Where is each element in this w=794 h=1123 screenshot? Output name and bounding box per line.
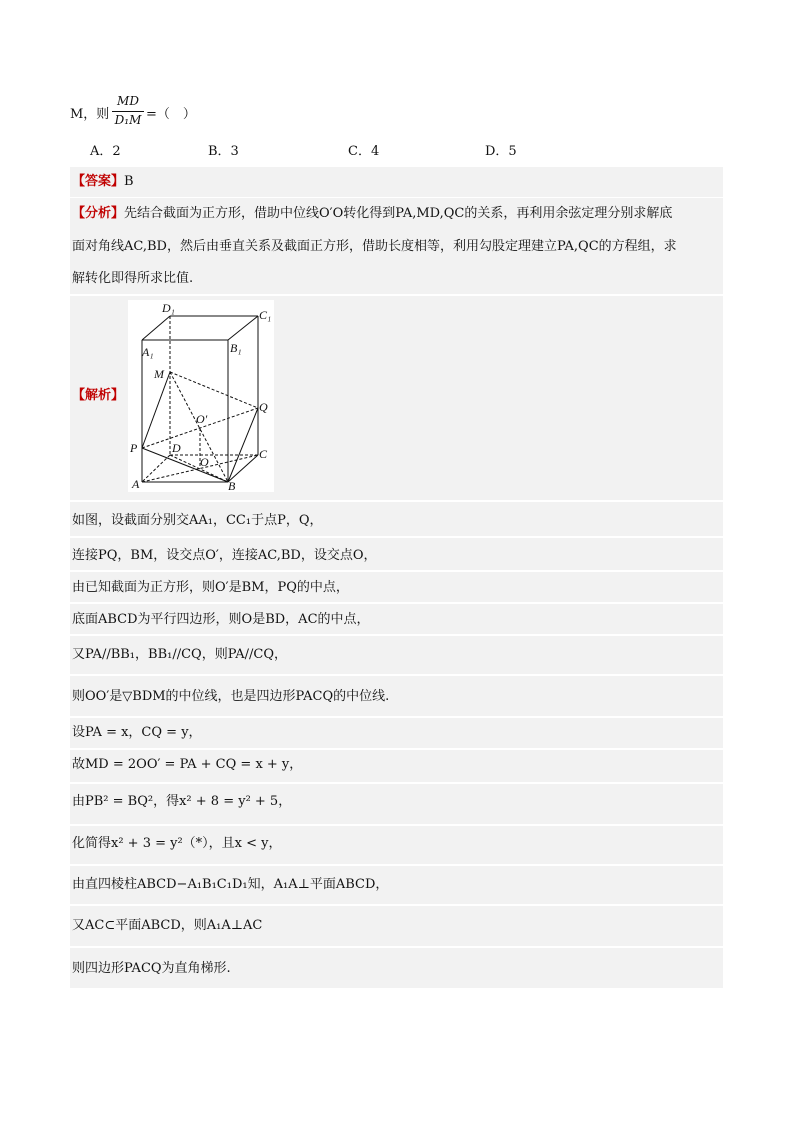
option-a: A．2 bbox=[90, 144, 121, 159]
question-stem-suffix: =（ ） bbox=[146, 107, 196, 122]
label-C1: C₁ bbox=[259, 308, 272, 322]
label-P: P bbox=[130, 441, 138, 455]
fraction-bar bbox=[112, 111, 144, 112]
answer-value: B bbox=[124, 174, 134, 189]
solution-line-7: 设PA = x，CQ = y， bbox=[72, 725, 202, 740]
solution-line-6: 则OO′是▽BDM的中位线，也是四边形PACQ的中位线. bbox=[72, 689, 390, 704]
fraction-denominator: D₁M bbox=[114, 113, 142, 127]
label-A: A bbox=[132, 477, 140, 491]
solution-line-1: 如图，设截面分别交AA₁，CC₁于点P，Q， bbox=[72, 513, 323, 528]
solution-line-11: 由直四棱柱ABCD−A₁B₁C₁D₁知，A₁A⊥平面ABCD， bbox=[72, 877, 389, 892]
analysis-text-1: 先结合截面为正方形，借助中位线O′O转化得到PA,MD,QC的关系，再利用余弦定理分别求解底 bbox=[124, 206, 673, 221]
solution-line-4: 底面ABCD为平行四边形，则O是BD，AC的中点， bbox=[72, 612, 370, 627]
label-B: B bbox=[228, 479, 236, 492]
label-M: M bbox=[154, 367, 164, 381]
label-D1: D₁ bbox=[162, 301, 175, 315]
answer-label: 【答案】 bbox=[72, 174, 125, 189]
question-stem-prefix: M，则 bbox=[70, 107, 110, 122]
option-d: D．5 bbox=[485, 144, 517, 159]
analysis-line-3: 解转化即得所求比值. bbox=[72, 271, 194, 286]
fraction-numerator: MD bbox=[117, 94, 139, 108]
prism-figure bbox=[128, 300, 274, 492]
label-O: O bbox=[200, 455, 209, 469]
label-Q: Q bbox=[259, 400, 268, 414]
analysis-line-1 bbox=[72, 205, 672, 223]
analysis-line-2: 面对角线AC,BD，然后由垂直关系及截面正方形，借助长度相等，利用勾股定理建立PA,QC的方程组，求 bbox=[72, 239, 677, 254]
label-C: C bbox=[259, 447, 268, 461]
solution-label: 【解析】 bbox=[72, 388, 125, 403]
answer-row bbox=[72, 173, 134, 191]
label-D: D bbox=[172, 441, 181, 455]
answer-band bbox=[70, 167, 723, 197]
solution-line-12: 又AC⊂平面ABCD，则A₁A⊥AC bbox=[72, 918, 263, 933]
solution-line-8: 故MD = 2OO′ = PA + CQ = x + y， bbox=[72, 757, 303, 772]
option-c: C．4 bbox=[348, 144, 380, 159]
option-b: B．3 bbox=[208, 144, 239, 159]
label-B1: B₁ bbox=[230, 341, 242, 355]
solution-line-13: 则四边形PACQ为直角梯形. bbox=[72, 961, 231, 976]
label-O-prime: O′ bbox=[196, 412, 208, 426]
solution-line-2: 连接PQ，BM，设交点O′，连接AC,BD，设交点O， bbox=[72, 548, 377, 563]
solution-line-5: 又PA//BB₁，BB₁//CQ，则PA//CQ， bbox=[72, 647, 288, 662]
solution-line-9: 由PB² = BQ²，得x² + 8 = y² + 5， bbox=[72, 794, 292, 809]
solution-line-3: 由已知截面为正方形，则O′是BM，PQ的中点， bbox=[72, 580, 349, 595]
label-A1: A₁ bbox=[142, 345, 154, 359]
analysis-label: 【分析】 bbox=[72, 206, 125, 221]
solution-line-10: 化简得x² + 3 = y²（*），且x < y， bbox=[72, 836, 282, 851]
